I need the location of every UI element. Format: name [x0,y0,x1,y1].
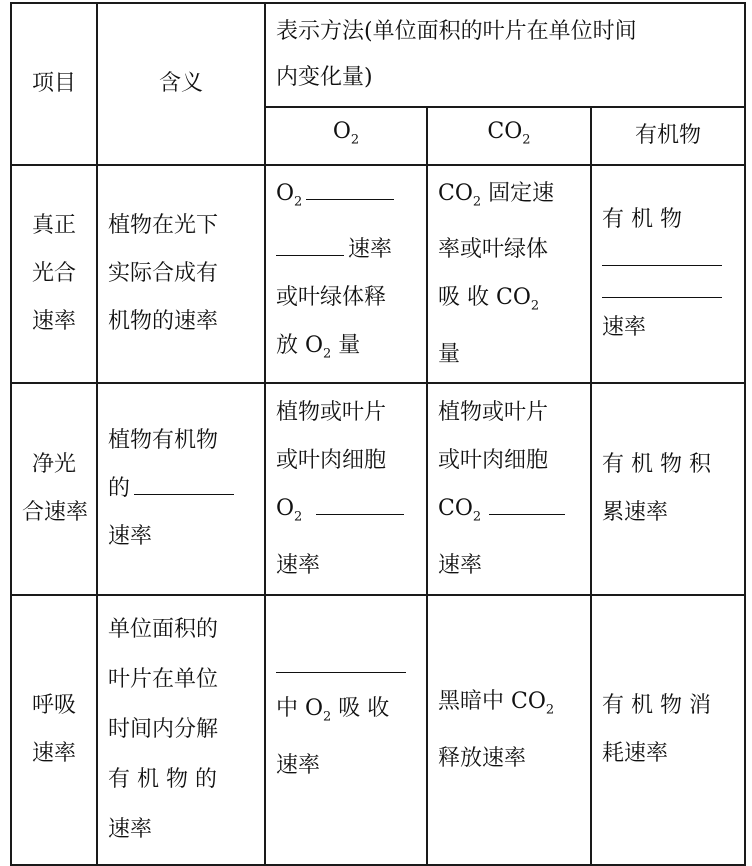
header-co2: $CO_2$ [427,107,591,165]
header-item: 项目 [11,3,97,165]
row-co2: $CO_2$ 固定速 率或叶绿体 吸 收 $CO_2$ 量 [427,165,591,383]
row-name: 真正 光合 速率 [11,165,97,383]
row-o2: $O_2$ 速率 或叶绿体释 放 $O_2$ 量 [265,165,427,383]
row-co2: 黑暗中 $CO_2$ 释放速率 [427,595,591,865]
header-o2: $O_2$ [265,107,427,165]
photosynthesis-rate-table [10,2,746,866]
fill-blank[interactable] [316,513,404,515]
table-row [11,595,745,865]
fill-blank[interactable] [134,493,234,495]
row-co2: 植物或叶片 或叶肉细胞 $CO_2$ 速率 [427,383,591,595]
fill-blank[interactable] [602,264,722,266]
fill-blank[interactable] [276,671,406,673]
row-organic: 有 机 物 消 耗速率 [591,595,745,865]
row-organic: 有 机 物 速率 [591,165,745,383]
row-meaning: 植物有机物 的 速率 [97,383,265,595]
row-o2: 中 $O_2$ 吸 收 速率 [265,595,427,865]
row-organic: 有 机 物 积 累速率 [591,383,745,595]
header-method: 表示方法(单位面积的叶片在单位时间 内变化量) [265,3,745,107]
fill-blank[interactable] [306,198,394,200]
fill-blank[interactable] [602,296,722,298]
row-name: 呼吸 速率 [11,595,97,865]
row-name: 净光 合速率 [11,383,97,595]
row-o2: 植物或叶片 或叶肉细胞 $O_2$ 速率 [265,383,427,595]
header-organic: 有机物 [591,107,745,165]
header-meaning: 含义 [97,3,265,165]
fill-blank[interactable] [489,513,565,515]
table-row [11,165,745,383]
table-row [11,383,745,595]
row-meaning: 植物在光下 实际合成有 机物的速率 [97,165,265,383]
fill-blank[interactable] [276,254,344,256]
row-meaning: 单位面积的 叶片在单位 时间内分解 有 机 物 的 速率 [97,595,265,865]
